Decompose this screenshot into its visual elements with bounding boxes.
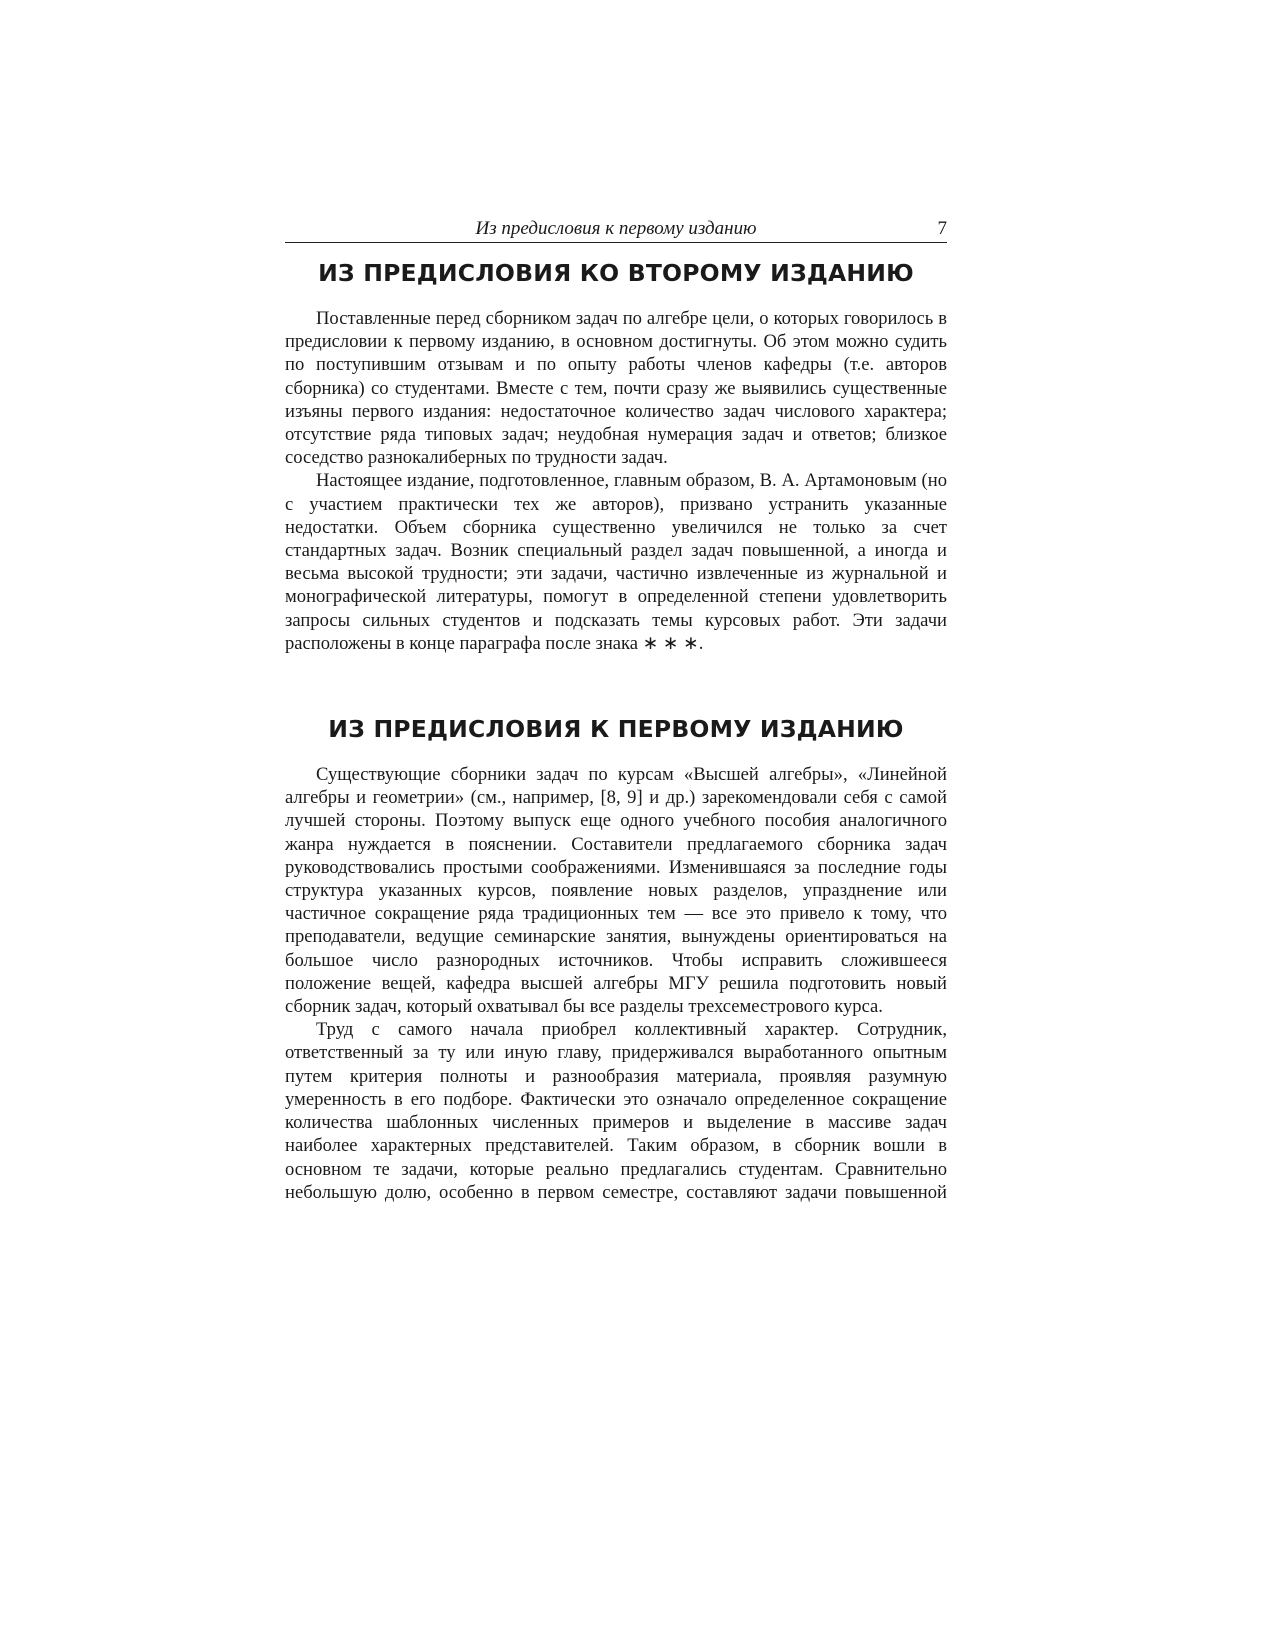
paragraph: Существующие сборники задач по курсам «Высшей алгебры», «Линейной алгебры и геометрии» (см., например, [8, 9] и др.) зарекомендовали себя с самой лучшей стороны. Поэтому выпуск еще одного учебного пособия аналогичного жанра нуждается в пояснении. Составители предлагаемого сборника задач руководствовались простыми соображениями. Изменившаяся за последние годы структура указанных курсов, появление новых разделов, упразднение или частичное сокращение ряда традиционных тем — все это привело к тому, что преподаватели, ведущие семинарские занятия, вынуждены ориентироваться на большое число разнородных источников. Чтобы исправить сложившееся положение вещей, кафедра высшей алгебры МГУ решила подготовить новый сборник задач, который охватывал бы все разделы трехсеместрового курса. <box>285 764 947 1018</box>
running-head <box>285 218 947 243</box>
running-head-title: Из предисловия к первому изданию <box>475 218 757 239</box>
paragraph: Поставленные перед сборником задач по алгебре цели, о которых говорилось в предисловии к первому изданию, в основном достигнуты. Об этом можно судить по поступившим отзывам и по опыту работы членов кафедры (т.е. авторов сборника) со студентами. Вместе с тем, почти сразу же выявились существенные изъяны первого издания: недостаточное количество задач числового характера; отсутствие ряда типовых задач; неудобная нумерация задач и ответов; близкое соседство разнокалиберных по трудности задач. <box>285 308 947 469</box>
section-title-second-edition: ИЗ ПРЕДИСЛОВИЯ КО ВТОРОМУ ИЗДАНИЮ <box>318 259 914 287</box>
book-page <box>285 218 947 1204</box>
section-first-edition-preface <box>285 715 947 1204</box>
section-title-first-edition: ИЗ ПРЕДИСЛОВИЯ К ПЕРВОМУ ИЗДАНИЮ <box>328 715 904 744</box>
section-second-edition-preface <box>285 259 947 655</box>
page-number: 7 <box>937 218 947 239</box>
paragraph: Настоящее издание, подготовленное, главным образом, В. А. Артамоновым (но с участием практически тех же авторов), призвано устранить указанные недостатки. Объем сборника существенно увеличился не только за счет стандартных задач. Возник специальный раздел задач повышенной, а иногда и весьма высокой трудности; эти задачи, частично извлеченные из журнальной и монографической литературы, помогут в определенной степени удовлетворить запросы сильных студентов и подсказать темы курсовых работ. Эти задачи расположены в конце параграфа после знака ∗ ∗ ∗. <box>285 470 947 654</box>
paragraph: Труд с самого начала приобрел коллективный характер. Сотрудник, ответственный за ту или иную главу, придерживался выработанного опытным путем критерия полноты и разнообразия материала, проявляя разумную умеренность в его подборе. Фактически это означало определенное сокращение количества шаблонных численных примеров и выделение в массиве задач наиболее характерных представителей. Таким образом, в сборник вошли в основном те задачи, которые реально предлагались студентам. Сравнительно небольшую долю, особенно в первом семестре, составляют задачи повышенной <box>285 1019 947 1203</box>
